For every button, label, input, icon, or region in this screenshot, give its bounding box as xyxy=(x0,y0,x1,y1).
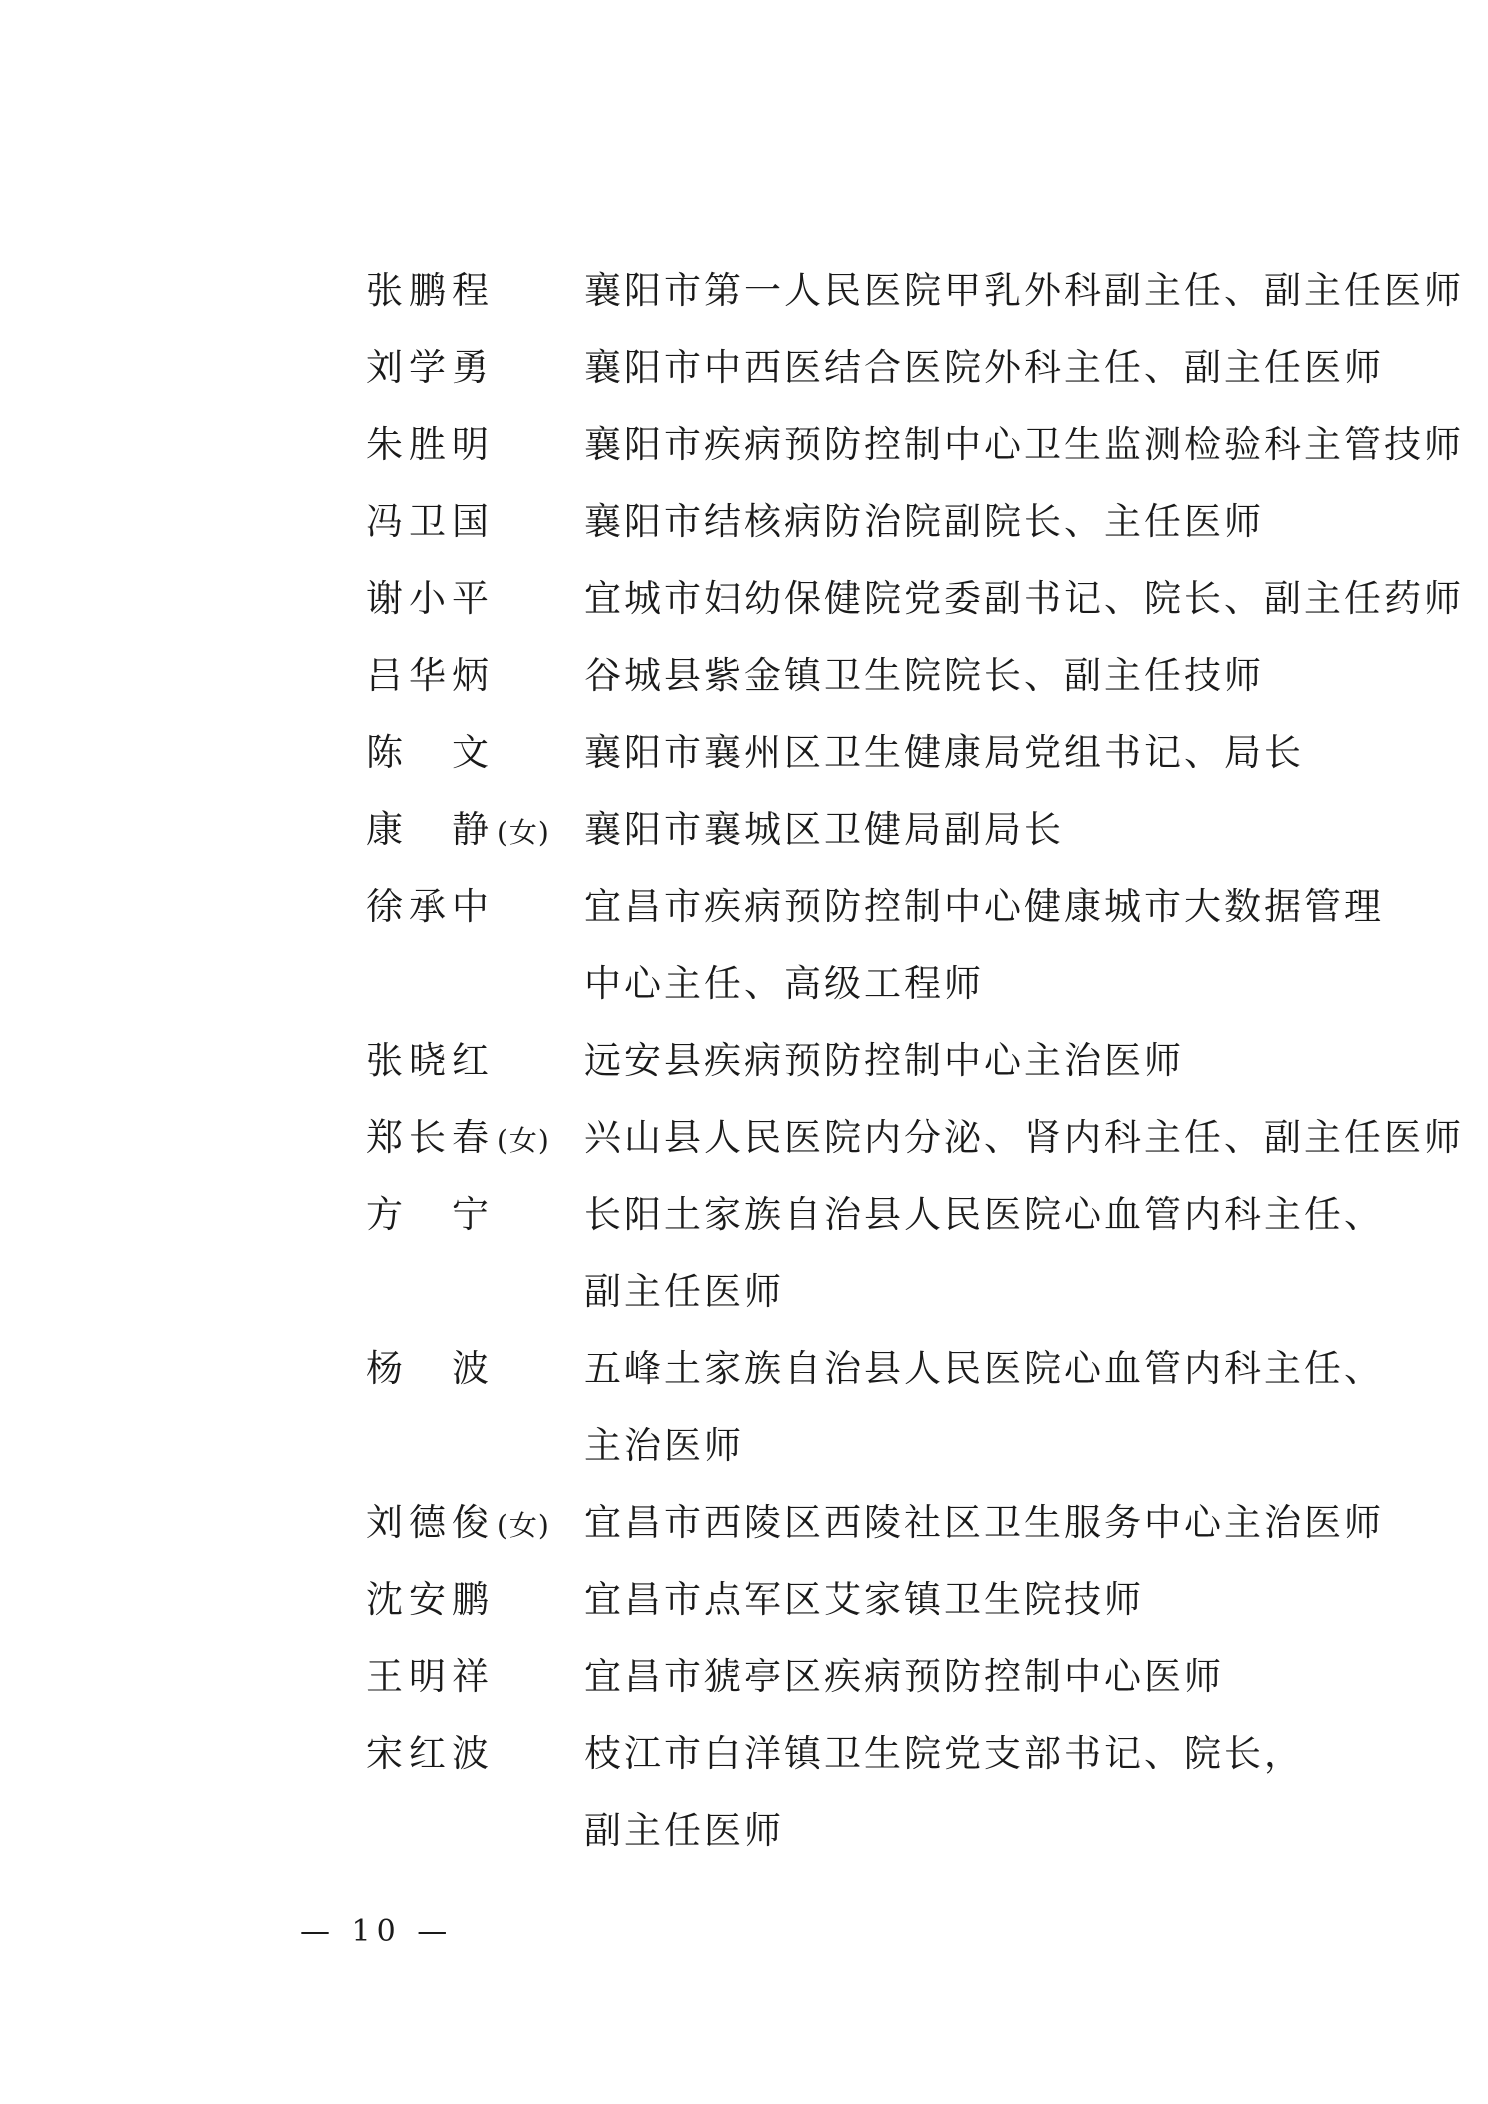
person-title-line: 襄阳市襄州区卫生健康局党组书记、局长 xyxy=(584,731,1304,774)
person-title xyxy=(584,560,1464,637)
person-name-text: 刘学勇 xyxy=(366,346,495,389)
list-item xyxy=(366,252,1464,329)
person-name-text: 宋红波 xyxy=(366,1732,495,1775)
person-title xyxy=(584,637,1426,714)
person-title-line: 副主任医师 xyxy=(584,1809,784,1852)
person-title-line: 长阳土家族自治县人民医院心血管内科主任、 xyxy=(584,1193,1384,1236)
person-name-text: 谢小平 xyxy=(366,577,495,620)
person-name xyxy=(366,868,584,945)
person-name xyxy=(366,1022,584,1099)
list-item xyxy=(366,1638,1426,1715)
person-title xyxy=(584,483,1426,560)
person-title-line: 枝江市白洋镇卫生院党支部书记、院长， xyxy=(584,1732,1304,1775)
person-title-line: 远安县疾病预防控制中心主治医师 xyxy=(584,1039,1184,1082)
list-item xyxy=(366,1099,1464,1176)
list-item xyxy=(366,1484,1426,1561)
list-item xyxy=(366,1022,1426,1099)
person-title xyxy=(584,1330,1426,1484)
list-item xyxy=(366,1715,1426,1869)
person-name-text: 沈安鹏 xyxy=(366,1578,495,1621)
person-title-line: 副主任医师 xyxy=(584,1270,784,1313)
person-name-text: 方 宁 xyxy=(366,1193,495,1236)
person-name xyxy=(366,637,584,714)
list-item xyxy=(366,329,1426,406)
person-name-text: 杨 波 xyxy=(366,1347,495,1390)
gender-note: (女) xyxy=(497,1124,550,1157)
person-name xyxy=(366,714,584,791)
list-item xyxy=(366,714,1426,791)
person-title xyxy=(584,1638,1426,1715)
person-title-line: 主治医师 xyxy=(584,1424,744,1467)
person-title xyxy=(584,1176,1426,1330)
person-name-text: 王明祥 xyxy=(366,1655,495,1698)
person-name-text: 康 静 xyxy=(366,808,495,851)
person-title-line: 兴山县人民医院内分泌、肾内科主任、副主任医师 xyxy=(584,1116,1464,1159)
person-title-line: 襄阳市第一人民医院甲乳外科副主任、副主任医师 xyxy=(584,269,1464,312)
person-title xyxy=(584,329,1426,406)
person-name xyxy=(366,1099,584,1176)
list-item xyxy=(366,791,1426,868)
person-name-text: 冯卫国 xyxy=(366,500,495,543)
person-title xyxy=(584,1022,1426,1099)
person-title-line: 中心主任、高级工程师 xyxy=(584,962,984,1005)
person-title-line: 襄阳市结核病防治院副院长、主任医师 xyxy=(584,500,1264,543)
page-number: — 10 — xyxy=(300,1914,454,1949)
person-name xyxy=(366,1484,584,1561)
gender-note: (女) xyxy=(497,816,550,849)
person-title xyxy=(584,791,1426,868)
person-name xyxy=(366,329,584,406)
list-item xyxy=(366,560,1464,637)
list-item xyxy=(366,1561,1426,1638)
list-item xyxy=(366,1330,1426,1484)
person-name-text: 徐承中 xyxy=(366,885,495,928)
person-title xyxy=(584,1715,1426,1869)
list-item xyxy=(366,406,1464,483)
person-name-text: 吕华炳 xyxy=(366,654,495,697)
person-name-text: 朱胜明 xyxy=(366,423,495,466)
person-name xyxy=(366,1176,584,1253)
person-name xyxy=(366,252,584,329)
person-name xyxy=(366,560,584,637)
person-title xyxy=(584,1099,1464,1176)
person-name xyxy=(366,1638,584,1715)
list-item xyxy=(366,637,1426,714)
person-title-line: 宜昌市猇亭区疾病预防控制中心医师 xyxy=(584,1655,1224,1698)
person-name xyxy=(366,1561,584,1638)
person-title-line: 宜昌市西陵区西陵社区卫生服务中心主治医师 xyxy=(584,1501,1384,1544)
person-title-line: 五峰土家族自治县人民医院心血管内科主任、 xyxy=(584,1347,1384,1390)
person-name xyxy=(366,483,584,560)
person-name-text: 郑长春 xyxy=(366,1116,495,1159)
personnel-list xyxy=(366,252,1464,1869)
list-item xyxy=(366,483,1426,560)
person-title-line: 谷城县紫金镇卫生院院长、副主任技师 xyxy=(584,654,1264,697)
person-title xyxy=(584,714,1426,791)
person-name xyxy=(366,1715,584,1792)
person-title xyxy=(584,252,1464,329)
list-item xyxy=(366,1176,1426,1330)
list-item xyxy=(366,868,1426,1022)
person-title-line: 襄阳市中西医结合医院外科主任、副主任医师 xyxy=(584,346,1384,389)
person-name-text: 张鹏程 xyxy=(366,269,495,312)
person-title xyxy=(584,868,1426,1022)
person-name-text: 陈 文 xyxy=(366,731,495,774)
person-title-line: 襄阳市疾病预防控制中心卫生监测检验科主管技师 xyxy=(584,423,1464,466)
person-name xyxy=(366,791,584,868)
person-name-text: 刘德俊 xyxy=(366,1501,495,1544)
person-title xyxy=(584,406,1464,483)
person-name xyxy=(366,1330,584,1407)
person-title-line: 宜昌市点军区艾家镇卫生院技师 xyxy=(584,1578,1144,1621)
person-name xyxy=(366,406,584,483)
person-title-line: 宜城市妇幼保健院党委副书记、院长、副主任药师 xyxy=(584,577,1464,620)
person-title xyxy=(584,1561,1426,1638)
person-title-line: 襄阳市襄城区卫健局副局长 xyxy=(584,808,1064,851)
person-title-line: 宜昌市疾病预防控制中心健康城市大数据管理 xyxy=(584,885,1384,928)
person-title xyxy=(584,1484,1426,1561)
gender-note: (女) xyxy=(497,1509,550,1542)
person-name-text: 张晓红 xyxy=(366,1039,495,1082)
